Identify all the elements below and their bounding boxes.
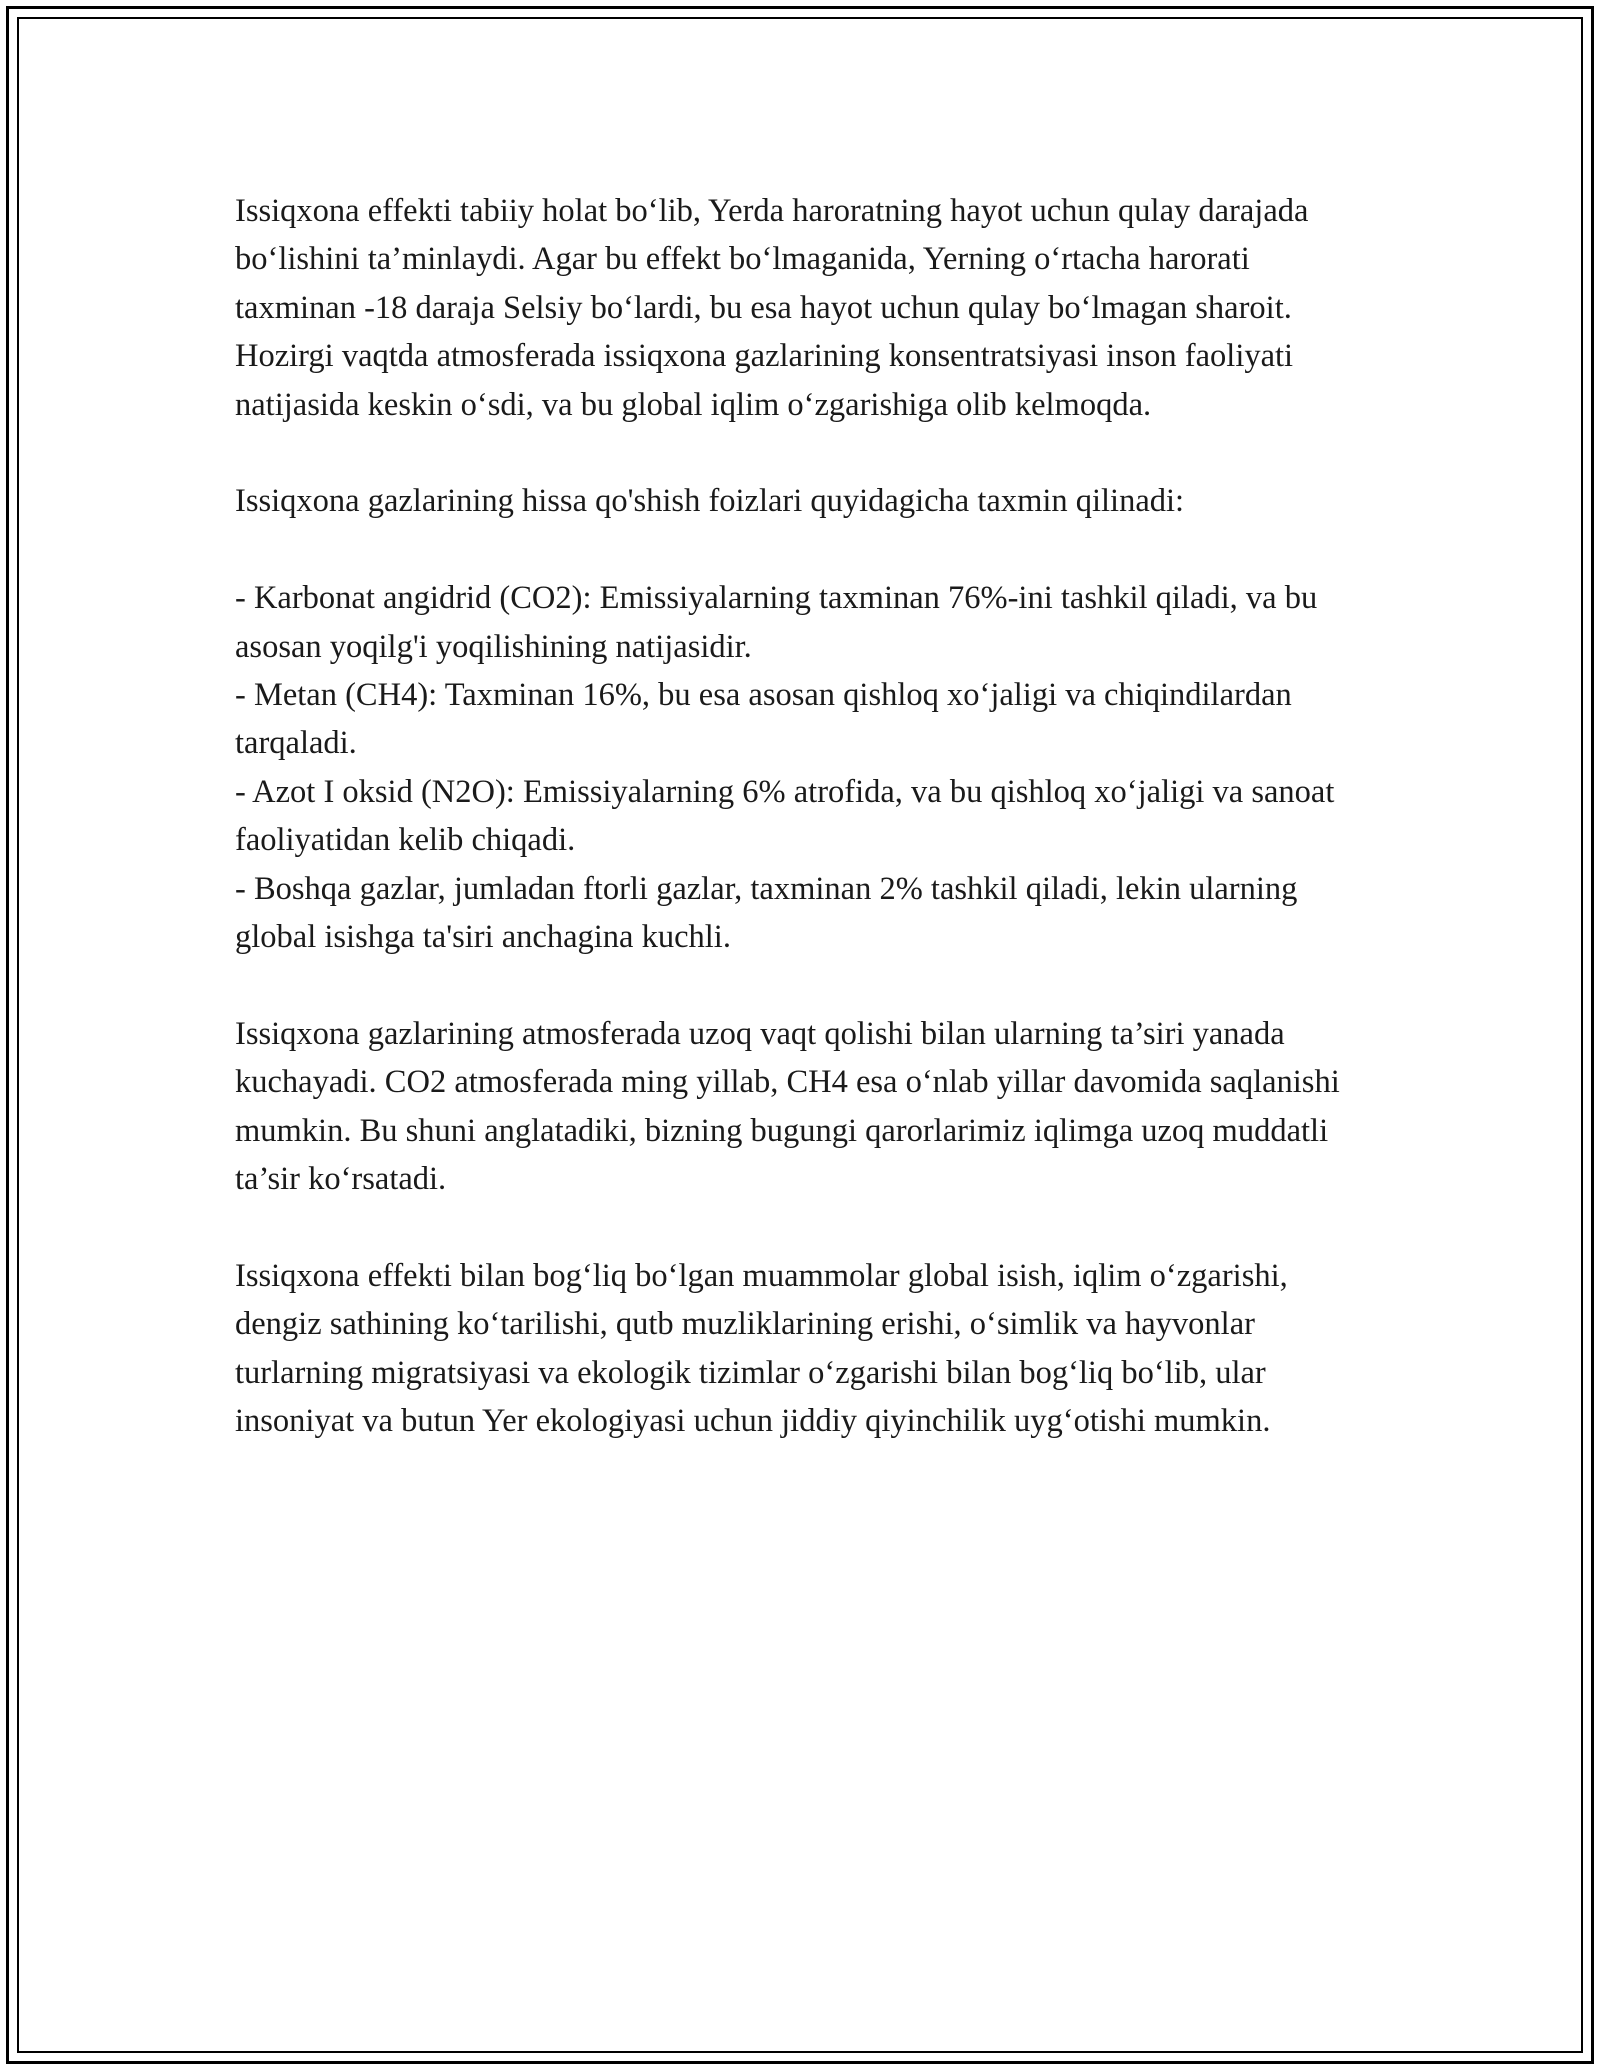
list-item-ch4: - Metan (CH4): Taxminan 16%, bu esa asosan qishloq xo‘jaligi va chiqindilardan tarqaladi.	[235, 677, 1292, 762]
paragraph-atmosphere-duration: Issiqxona gazlarining atmosferada uzoq vaqt qolishi bilan ularning ta’siri yanada kuchayadi. CO2 atmosferada ming yillab, CH4 esa o‘nlab yillar davomida saqlanishi mumkin. Bu shuni anglatadiki, bizning bugungi qarorlarimiz iqlimga uzoq muddatli ta’sir ko‘rsatadi.	[235, 1015, 1340, 1198]
list-item-other-gases: - Boshqa gazlar, jumladan ftorli gazlar, taxminan 2% tashkil qiladi, lekin ularning global isishga ta'siri anchagina kuchli.	[235, 870, 1298, 956]
paragraph-intro: Issiqxona effekti tabiiy holat bo‘lib, Yerda haroratning hayot uchun qulay darajada bo‘lishini ta’minlaydi. Agar bu effekt bo‘lmaganida, Yerning o‘rtacha harorati taxminan -18 daraja Selsiy bo‘lardi, bu esa hayot uchun qulay bo‘lmagan sharoit. Hozirgi vaqtda atmosferada issiqxona gazlarining konsentratsiyasi inson faoliyati natijasida keskin o‘sdi, va bu global iqlim o‘zgarishiga olib kelmoqda.	[235, 193, 1309, 423]
paragraph-problems: Issiqxona effekti bilan bog‘liq bo‘lgan muammolar global isish, iqlim o‘zgarishi, dengiz sathining ko‘tarilishi, qutb muzliklarining erishi, o‘simlik va hayvonlar turlarning migratsiyasi va ekologik tizimlar o‘zgarishi bilan bog‘liq bo‘lib, ular insoniyat va butun Yer ekologiyasi uchun jiddiy qiyinchilik uyg‘otishi mumkin.	[235, 1257, 1288, 1440]
gas-shares-list	[235, 574, 1375, 961]
list-item-n2o: - Azot I oksid (N2O): Emissiyalarning 6% atrofida, va bu qishloq xo‘jaligi va sanoat faoliyatidan kelib chiqadi.	[235, 773, 1335, 859]
document-body	[235, 187, 1375, 1494]
paragraph-gas-shares-intro: Issiqxona gazlarining hissa qo'shish foizlari quyidagicha taxmin qilinadi:	[235, 483, 1185, 520]
list-item-co2: - Karbonat angidrid (CO2): Emissiyalarning taxminan 76%-ini tashkil qiladi, va bu asosan yoqilg'i yoqilishining natijasidir.	[235, 580, 1318, 665]
